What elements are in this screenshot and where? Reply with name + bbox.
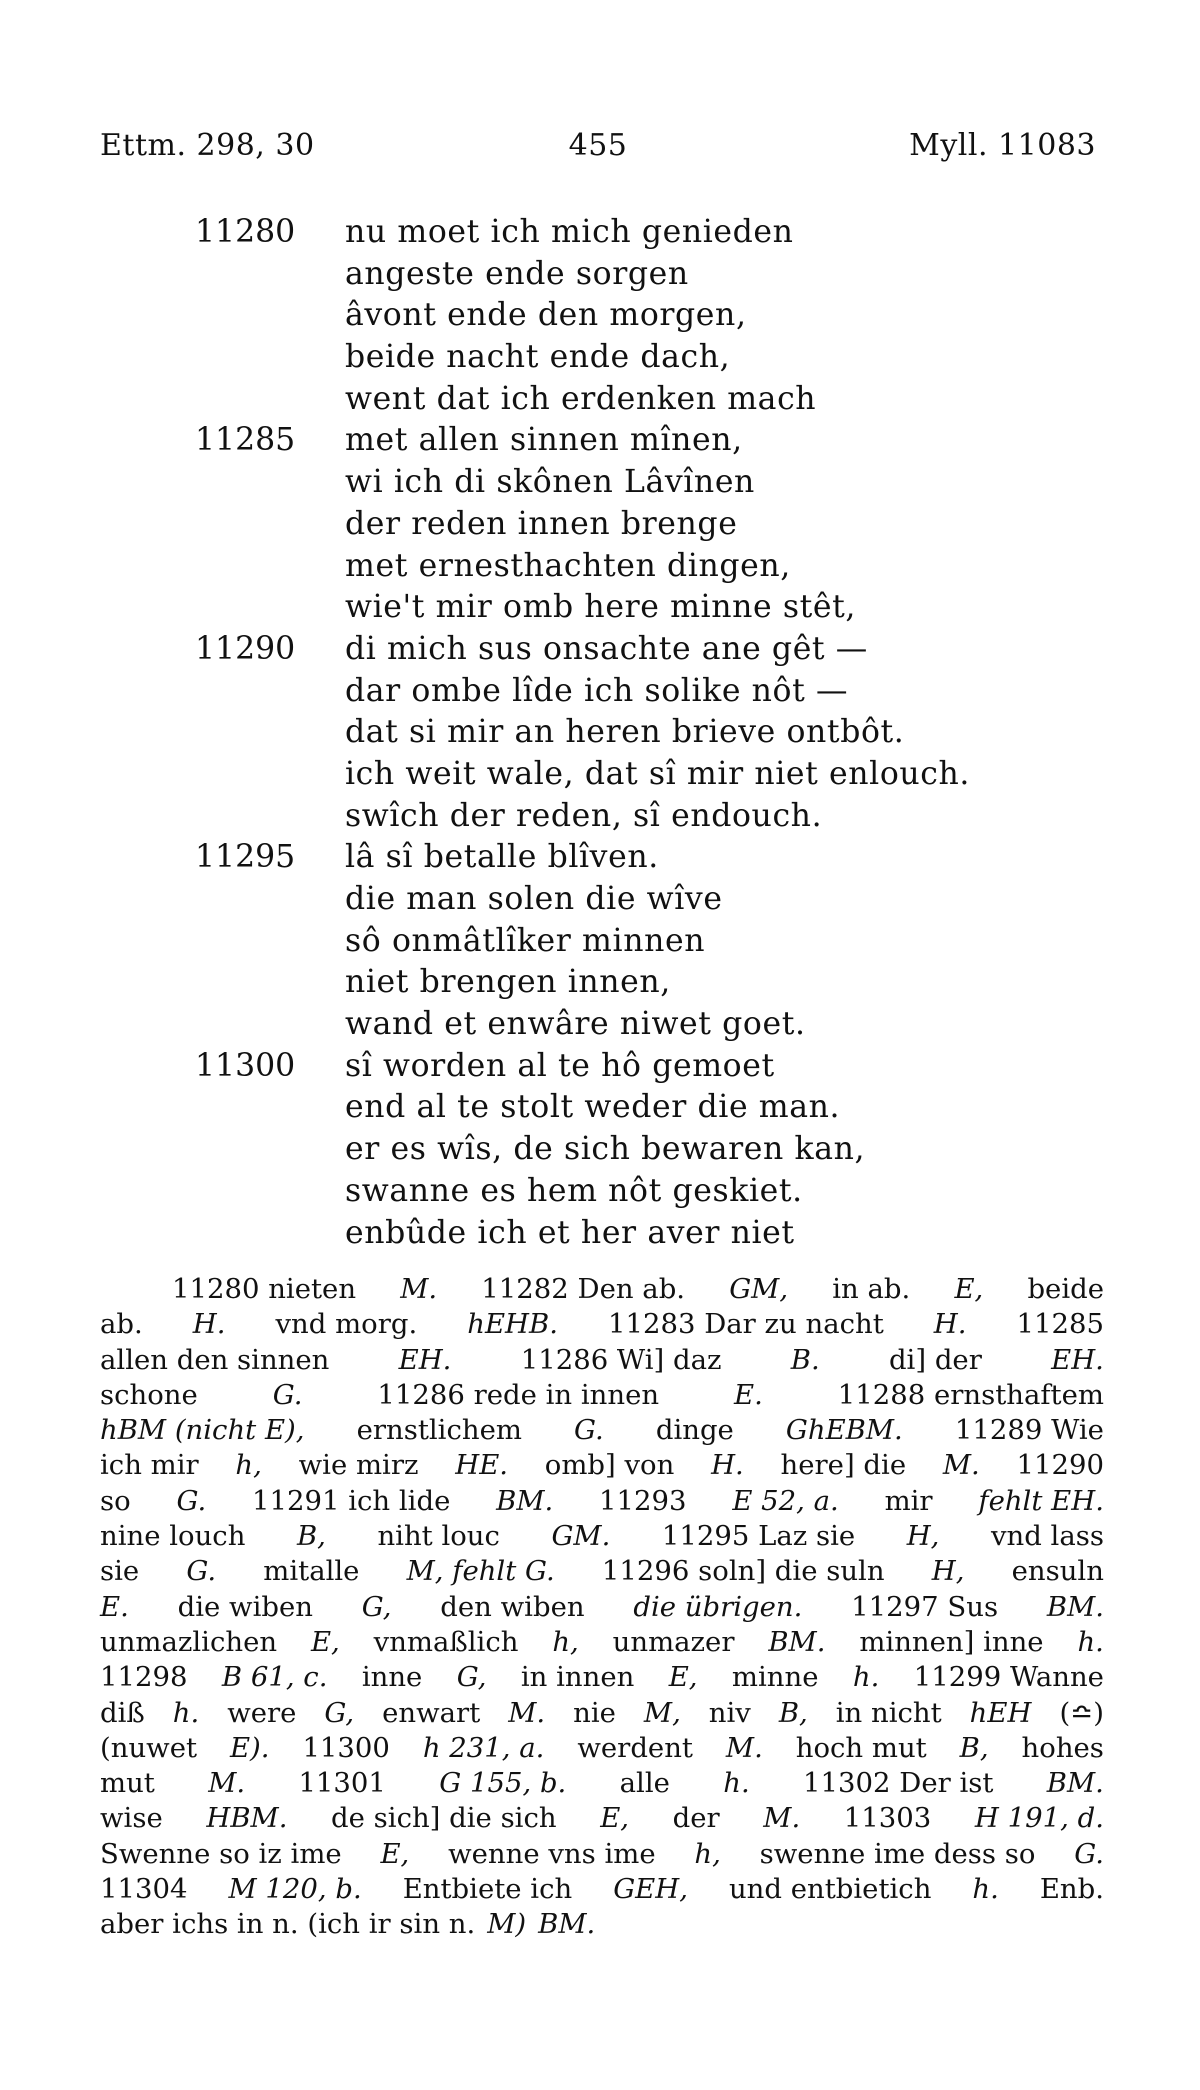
siglum: E 52, a. [732, 1484, 839, 1517]
siglum: M. [208, 1767, 246, 1800]
apparatus-text: vnd morg. [275, 1308, 418, 1341]
siglum: E, [954, 1273, 984, 1305]
siglum: E. [734, 1378, 763, 1411]
apparatus-text: inne [361, 1661, 423, 1694]
siglum: h. [852, 1661, 880, 1694]
apparatus-text: ich mir [100, 1449, 199, 1482]
siglum: E. [100, 1590, 129, 1623]
verse-text: âvont ende den morgen, [345, 297, 747, 334]
verse-line [0, 337, 1200, 379]
apparatus-line [100, 1448, 1104, 1483]
siglum: G, [456, 1661, 487, 1694]
verse-line [0, 212, 1200, 254]
apparatus-text: nie [573, 1696, 616, 1729]
apparatus-line [100, 1307, 1104, 1342]
apparatus-line [100, 1519, 1104, 1554]
apparatus-text: 11286 Wi] daz [520, 1343, 722, 1376]
verse-line [0, 796, 1200, 838]
verse-line [0, 462, 1200, 504]
apparatus-line [100, 1872, 1104, 1907]
siglum: EH. [398, 1343, 452, 1376]
siglum: h, [235, 1449, 262, 1482]
verse-line [0, 879, 1200, 921]
verse-text: met ernesthachten dingen, [345, 547, 791, 584]
verse-line [0, 921, 1200, 963]
apparatus-text: 11295 Laz sie [661, 1520, 856, 1553]
siglum: E, [310, 1625, 340, 1658]
apparatus-text: 11285 [1016, 1308, 1104, 1341]
siglum: H. [933, 1308, 967, 1341]
apparatus-text: werdent [577, 1731, 693, 1764]
siglum: M, fehlt G. [406, 1555, 555, 1588]
siglum: BM. [768, 1625, 826, 1658]
siglum: h, [552, 1625, 579, 1658]
siglum: h. [972, 1873, 999, 1906]
verse-number: 11290 [195, 630, 296, 667]
siglum: H, [906, 1520, 940, 1553]
verse-line [0, 1129, 1200, 1171]
apparatus-text: allen den sinnen [100, 1343, 330, 1376]
verse-text: nu moet ich mich genieden [345, 214, 794, 250]
verse-text: angeste ende sorgen [345, 255, 689, 292]
apparatus-text: beide [1027, 1273, 1104, 1305]
apparatus-text: 11298 [100, 1661, 188, 1694]
apparatus-text: wie mirz [298, 1449, 419, 1482]
siglum: H, [931, 1555, 965, 1588]
siglum: GEH, [613, 1873, 688, 1906]
apparatus-text: unmazlichen [100, 1625, 278, 1658]
apparatus-text: here] die [780, 1449, 907, 1482]
verse-line [0, 712, 1200, 754]
apparatus-text: de sich] die sich [331, 1802, 557, 1835]
header-reference-left: Ettm. 298, 30 [100, 128, 315, 163]
verse-line [0, 1004, 1200, 1046]
verse-line [0, 295, 1200, 337]
header-reference-right: Myll. 11083 [909, 128, 1096, 163]
verse-text: met allen sinnen mînen, [345, 422, 743, 459]
siglum: B 61, c. [221, 1661, 328, 1694]
apparatus-text: vnd lass [990, 1520, 1104, 1553]
siglum: BM. [496, 1484, 554, 1517]
apparatus-text: diß [100, 1696, 145, 1729]
siglum: GM, [729, 1273, 789, 1305]
siglum: E). [229, 1731, 270, 1764]
siglum: G. [186, 1555, 217, 1588]
siglum: E, [380, 1837, 410, 1870]
verse-text: dar ombe lîde ich solike nôt — [345, 672, 849, 709]
siglum: G, [324, 1696, 355, 1729]
verse-line [0, 671, 1200, 713]
apparatus-line [100, 1484, 1104, 1519]
verse-line [0, 1087, 1200, 1129]
siglum: H. [192, 1308, 226, 1341]
verse-text: ich weit wale, dat sî mir niet enlouch. [345, 755, 971, 792]
apparatus-line [100, 1554, 1104, 1589]
apparatus-text: 11291 ich lide [252, 1484, 451, 1517]
apparatus-text: der [672, 1802, 720, 1835]
siglum: h, [694, 1837, 721, 1870]
apparatus-text: die wiben [177, 1590, 313, 1623]
siglum: BM. [538, 1908, 596, 1941]
verse-line [0, 962, 1200, 1004]
siglum: GM. [551, 1520, 611, 1553]
apparatus-text: und entbietich [728, 1873, 932, 1906]
siglum: G. [176, 1484, 207, 1517]
siglum: G. [272, 1378, 303, 1411]
verse-text: end al te stolt weder die man. [345, 1089, 841, 1126]
apparatus-line [100, 1413, 1104, 1448]
apparatus-text: niv [708, 1696, 751, 1729]
apparatus-line [100, 1801, 1104, 1836]
apparatus-line [100, 1731, 1104, 1766]
verse-number: 11285 [195, 422, 296, 459]
siglum: B. [790, 1343, 820, 1376]
verse-text: wi ich di skônen Lâvînen [345, 464, 755, 501]
siglum: H 191, d. [974, 1802, 1104, 1835]
verse-line [0, 504, 1200, 546]
apparatus-text: niht louc [377, 1520, 500, 1553]
verse-text: lâ sî betalle blîven. [345, 839, 659, 876]
siglum: M, [643, 1696, 681, 1729]
verse-text: swîch der reden, sî endouch. [345, 797, 823, 834]
verse-number: 11295 [195, 839, 296, 876]
apparatus-text: 11280 nieten [172, 1273, 357, 1305]
apparatus-text: sie [100, 1555, 140, 1588]
siglum: hEH [969, 1696, 1032, 1729]
apparatus-line [100, 1837, 1104, 1872]
apparatus-text: hoch mut [795, 1731, 927, 1764]
siglum: h. [1077, 1625, 1104, 1658]
apparatus-line [100, 1272, 1104, 1307]
apparatus-text: (nuwet [100, 1731, 198, 1764]
apparatus-text: 11304 [100, 1873, 188, 1906]
apparatus-text: wenne vns ime [448, 1837, 656, 1870]
apparatus-text: nine louch [100, 1520, 246, 1553]
verse-text: went dat ich erdenken mach [345, 380, 817, 417]
siglum: M. [725, 1731, 763, 1764]
verse-line [0, 1213, 1200, 1255]
siglum: B, [959, 1731, 989, 1764]
apparatus-line [100, 1625, 1104, 1660]
verse-text: di mich sus onsachte ane gêt — [345, 630, 868, 667]
apparatus-text: di] der [888, 1343, 982, 1376]
apparatus-text: 11288 ernsthaftem [837, 1378, 1104, 1411]
siglum: B, [778, 1696, 808, 1729]
apparatus-text: in innen [520, 1661, 635, 1694]
apparatus-text: 11297 Sus [851, 1590, 999, 1623]
apparatus-line [100, 1343, 1104, 1378]
siglum: h 231, a. [422, 1731, 545, 1764]
apparatus-text: Entbiete ich [402, 1873, 573, 1906]
verse-text: wie't mir omb here minne stêt, [345, 589, 856, 626]
apparatus-text: wise [100, 1802, 163, 1835]
apparatus-text: vnmaßlich [373, 1625, 519, 1658]
verse-line [0, 1046, 1200, 1088]
apparatus-text: 11282 Den ab. [481, 1273, 686, 1305]
apparatus-text: in ab. [832, 1273, 911, 1305]
apparatus-text: aber ichs in n. (ich ir sin n. [100, 1908, 476, 1941]
apparatus-text: 11300 [302, 1731, 390, 1764]
verse-line [0, 1171, 1200, 1213]
apparatus-line [100, 1696, 1104, 1731]
verse-line [0, 754, 1200, 796]
apparatus-line [100, 1378, 1104, 1413]
apparatus-text: ernstlichem [356, 1414, 522, 1447]
siglum: hBM (nicht E), [100, 1414, 305, 1447]
apparatus-text: 11302 Der ist [803, 1767, 994, 1800]
page-number: 455 [568, 128, 628, 163]
siglum: GhEBM. [785, 1414, 903, 1447]
apparatus-text: 11289 Wie [954, 1414, 1104, 1447]
verse-line [0, 587, 1200, 629]
siglum: HE. [455, 1449, 509, 1482]
apparatus-text: were [227, 1696, 297, 1729]
siglum: HBM. [206, 1802, 288, 1835]
siglum: fehlt EH. [978, 1484, 1104, 1517]
siglum: G, [361, 1590, 392, 1623]
apparatus-text: ensuln [1011, 1555, 1104, 1588]
critical-apparatus [100, 1272, 1104, 1943]
siglum: M. [400, 1273, 438, 1305]
siglum: h. [723, 1767, 750, 1800]
siglum: M. [763, 1802, 801, 1835]
apparatus-text: 11293 [599, 1484, 687, 1517]
verse-line [0, 254, 1200, 296]
verse-line [0, 379, 1200, 421]
verse-number: 11280 [195, 214, 296, 250]
apparatus-line [100, 1766, 1104, 1801]
siglum: G 155, b. [439, 1767, 567, 1800]
siglum: BM. [1046, 1590, 1104, 1623]
siglum: M) [487, 1908, 527, 1941]
apparatus-text: so [100, 1484, 131, 1517]
apparatus-text: schone [100, 1378, 198, 1411]
apparatus-text: dinge [655, 1414, 734, 1447]
apparatus-text: ab. [100, 1308, 143, 1341]
apparatus-text: 11303 [843, 1802, 932, 1835]
siglum: h. [172, 1696, 200, 1729]
verse-text: er es wîs, de sich bewaren kan, [345, 1131, 866, 1168]
apparatus-text: enwart [382, 1696, 481, 1729]
siglum: G. [574, 1414, 604, 1447]
apparatus-text: 11286 rede in innen [377, 1378, 660, 1411]
verse-line [0, 837, 1200, 879]
apparatus-text: 11290 [1016, 1449, 1104, 1482]
apparatus-text: mitalle [263, 1555, 360, 1588]
verse-text: der reden innen brenge [345, 505, 738, 542]
siglum: die übrigen. [633, 1590, 803, 1623]
apparatus-text: in nicht [835, 1696, 942, 1729]
apparatus-text: 11301 [298, 1767, 386, 1800]
apparatus-text: mir [884, 1484, 933, 1517]
apparatus-text: den wiben [440, 1590, 585, 1623]
apparatus-text: unmazer [612, 1625, 735, 1658]
verse-text: swanne es hem nôt geskiet. [345, 1172, 803, 1209]
apparatus-text: alle [619, 1767, 670, 1800]
verse-text: sô onmâtlîker minnen [345, 922, 706, 959]
apparatus-text: Swenne so iz ime [100, 1837, 342, 1870]
verse-line [0, 420, 1200, 462]
apparatus-text: (≏) [1059, 1696, 1104, 1729]
apparatus-text: hohes [1021, 1731, 1104, 1764]
apparatus-text: minne [731, 1661, 819, 1694]
siglum: H. [711, 1449, 744, 1482]
poem-text [0, 212, 1200, 1254]
verse-text: sî worden al te hô gemoet [345, 1047, 775, 1084]
apparatus-text: minnen] inne [859, 1625, 1044, 1658]
apparatus-text: swenne ime dess so [759, 1837, 1036, 1870]
siglum: E, [668, 1661, 698, 1694]
apparatus-text: 11283 Dar zu nacht [607, 1308, 884, 1341]
siglum: hEHB. [467, 1308, 558, 1341]
apparatus-text: Enb. [1039, 1873, 1104, 1906]
siglum: G. [1074, 1837, 1104, 1870]
verse-text: enbûde ich et her aver niet [345, 1214, 795, 1251]
verse-line [0, 629, 1200, 671]
apparatus-text: 11299 Wanne [913, 1661, 1104, 1694]
siglum: M 120, b. [228, 1873, 362, 1906]
apparatus-text: 11296 soln] die suln [601, 1555, 885, 1588]
verse-text: dat si mir an heren brieve ontbôt. [345, 714, 905, 751]
siglum: BM. [1046, 1767, 1104, 1800]
verse-text: beide nacht ende dach, [345, 339, 731, 376]
verse-text: niet brengen innen, [345, 964, 671, 1001]
siglum: M. [508, 1696, 546, 1729]
apparatus-line [100, 1907, 1104, 1942]
apparatus-line [100, 1660, 1104, 1695]
siglum: B, [296, 1520, 326, 1553]
apparatus-text: mut [100, 1767, 155, 1800]
running-head [100, 128, 1096, 168]
verse-line [0, 546, 1200, 588]
siglum: M. [942, 1449, 980, 1482]
verse-text: die man solen die wîve [345, 881, 723, 917]
siglum: EH. [1051, 1343, 1104, 1376]
verse-text: wand et enwâre niwet goet. [345, 1006, 806, 1043]
verse-number: 11300 [195, 1047, 296, 1084]
siglum: E, [600, 1802, 630, 1835]
apparatus-line [100, 1590, 1104, 1625]
apparatus-text: omb] von [544, 1449, 675, 1482]
